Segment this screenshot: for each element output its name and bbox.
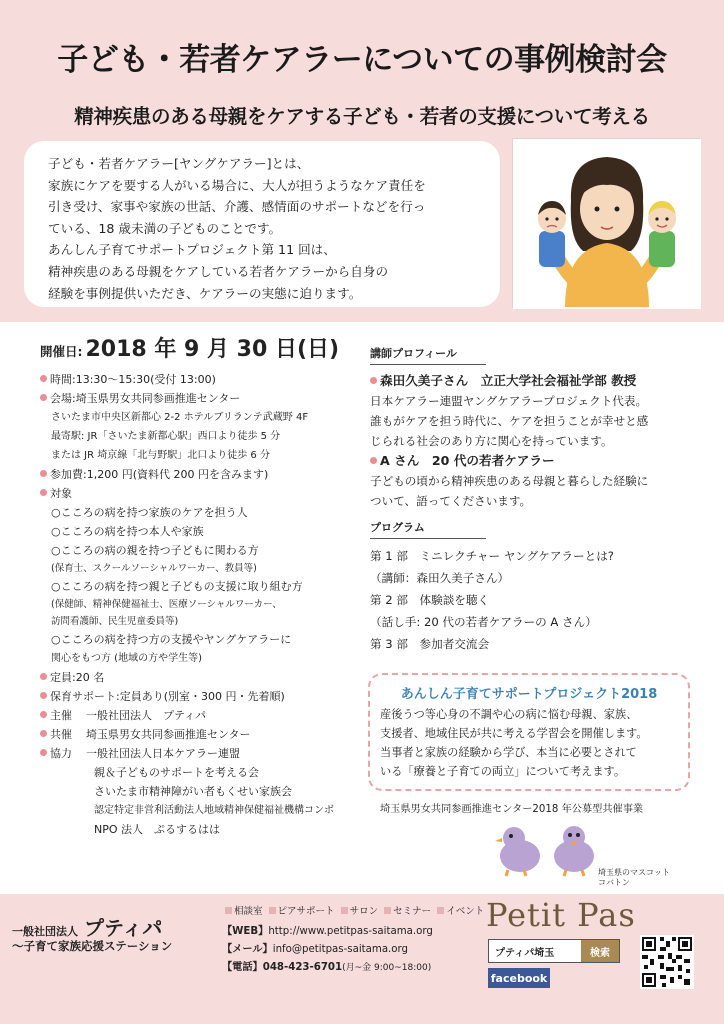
speaker1-bio: じられる社会のあり方に関心を持っています。 <box>370 434 613 448</box>
program-item: （講師：森田久美子さん） <box>370 571 510 585</box>
page-subtitle: 精神疾患のある母親をケアする子ども・若者の支援について考える <box>74 105 650 128</box>
venue-row <box>40 389 370 408</box>
childcare-row <box>40 687 370 706</box>
announcement-line: いる「療養と子育ての両立」について考えます。 <box>380 765 626 778</box>
search-button[interactable]: 検索 <box>581 940 619 962</box>
web-link[interactable]: http://www.petitpas-saitama.org <box>268 926 433 937</box>
childcare-text: 保育サポート:定員あり(別室・300 円・先着順) <box>50 690 285 703</box>
bullet-dot <box>40 673 47 680</box>
coop-label: 協力 <box>50 747 72 760</box>
bullet-dot <box>40 394 47 401</box>
cohost-text: 埼玉県男女共同参画推進センター <box>86 728 251 741</box>
bullet-dot <box>370 377 377 384</box>
service-item: サロン <box>349 906 379 917</box>
target-label: 対象 <box>50 487 72 500</box>
service-bullet <box>225 907 232 914</box>
bullet-dot <box>370 457 377 464</box>
contact-tel: 【電話】048-423-6701(月~金 9:00~18:00) <box>222 962 432 973</box>
access-2: または JR 埼京線「北与野駅」北口より徒歩 6 分 <box>51 450 270 461</box>
service-bullet <box>437 907 444 914</box>
search-text: プティパ埼玉 <box>495 947 555 959</box>
host-text: 一般社団法人 プティパ <box>86 709 207 722</box>
program-item: 第 3 部 参加者交流会 <box>370 637 490 651</box>
time-row <box>40 370 370 389</box>
target-note: 訪問看護師、民生児童委員等) <box>51 616 179 627</box>
mail-link[interactable]: info@petitpas-saitama.org <box>272 944 409 955</box>
mascot-caption-line: コバトン <box>598 878 630 887</box>
speaker2-bio: 子どもの頃から精神疾患のある母親と暮らした経験に <box>370 474 649 488</box>
contact-mail: 【メール】info@petitpas-saitama.org <box>222 944 409 955</box>
target-item: ○こころの病の親を持つ子どもに関わる方 <box>51 544 259 557</box>
announcement-line: 支援者、地域住民が共に考える学習会を開催します。 <box>380 727 648 740</box>
org-name: プティパ <box>84 916 163 940</box>
brand-logo: Petit Pas <box>486 896 636 934</box>
fee-text: 参加費:1,200 円(資料代 200 円を含みます) <box>50 468 269 481</box>
project-announcement <box>368 673 690 791</box>
date-value: 2018 年 9 月 30 日(日) <box>85 337 340 362</box>
time-text: 時間:13:30～15:30(受付 13:00) <box>50 373 216 386</box>
event-date <box>40 332 339 363</box>
host-row <box>40 706 370 725</box>
service-item: 相談室 <box>234 906 263 917</box>
service-bullet <box>269 907 276 914</box>
host-label: 主催 <box>50 709 72 722</box>
intro-line: 引き受け、家事や家族の世話、介護、感情面のサポートなどを行っ <box>48 199 426 215</box>
speakers-heading: 講師プロフィール <box>370 346 486 365</box>
service-item: セミナー <box>393 906 432 917</box>
coop-item: さいたま市精神障がい者もくせい家族会 <box>94 785 292 798</box>
service-bullet <box>341 907 348 914</box>
service-item: イベント <box>446 906 485 917</box>
cooperation-note: 埼玉県男女共同参画推進センター2018 年公募型共催事業 <box>380 804 644 815</box>
intro-line: ている、18 歳未満の子どものことです。 <box>48 220 282 236</box>
speaker2-bio: ついて、語ってくださいます。 <box>370 494 532 508</box>
speaker1-bio: 日本ケアラー連盟ヤングケアラープロジェクト代表。 <box>370 394 648 408</box>
coop-row <box>40 744 370 763</box>
speakers-section <box>370 346 700 655</box>
announcement-line: 当事者と家族の経験から学び、本当に必要とされて <box>380 746 637 759</box>
facebook-badge[interactable]: facebook <box>488 968 550 988</box>
date-label: 開催日: <box>40 344 83 359</box>
service-bullet <box>384 907 391 914</box>
mascot-kobaton-icon <box>548 822 600 878</box>
program-heading: プログラム <box>370 520 486 539</box>
speaker1-bio: 誰もがケアを担う時代に、ケアを担うことが幸せと感 <box>370 414 649 428</box>
program-item: 第 2 部 体験談を聴く <box>370 593 490 607</box>
bullet-dot <box>40 730 47 737</box>
qr-code-icon <box>640 935 694 989</box>
org-kind: 一般社団法人 <box>12 925 78 938</box>
intro-box <box>24 141 500 307</box>
bullet-dot <box>40 375 47 382</box>
mascot-caption-line: 埼玉県のマスコット <box>598 868 670 877</box>
target-note: (保育士、スクールソーシャルワーカー、教員等) <box>51 563 257 574</box>
cohost-row <box>40 725 370 744</box>
bullet-dot <box>40 692 47 699</box>
mascot-caption <box>598 868 670 888</box>
intro-line: 精神疾患のある母親をケアしている若者ケアラーから自身の <box>48 263 389 279</box>
org-tagline: ～子育て家族応援ステーション <box>12 939 173 953</box>
coop-item: 親＆子どものサポートを考える会 <box>94 766 259 779</box>
coop-item: NPO 法人 ぷるするはは <box>94 823 221 836</box>
speaker2-name: A さん 20 代の若者ケアラー <box>370 451 700 471</box>
fee-row <box>40 465 370 484</box>
target-item: ○こころの病を持つ本人や家族 <box>51 525 204 538</box>
speaker1-name: 森田久美子さん 立正大学社会福祉学部 教授 <box>370 371 700 391</box>
bullet-dot <box>40 489 47 496</box>
contact-web: 【WEB】http://www.petitpas-saitama.org <box>222 926 433 937</box>
event-details <box>40 370 370 839</box>
venue-address: さいたま市中央区新都心 2-2 ホテルブリランテ武蔵野 4F <box>51 412 309 423</box>
program-item: 第 1 部 ミニレクチャー ヤングケアラーとは? <box>370 549 614 563</box>
announcement-title: あんしん子育てサポートプロジェクト2018 <box>400 687 658 702</box>
bullet-dot <box>40 711 47 718</box>
intro-line: あんしん子育てサポートプロジェクト第 11 回は、 <box>48 242 336 258</box>
intro-line: 家族にケアを要する人がいる場合に、大人が担うようなケア責任を <box>48 177 426 193</box>
venue-text: 会場:埼玉県男女共同参画推進センター <box>50 392 241 405</box>
coop-item: 一般社団法人日本ケアラー連盟 <box>86 747 240 760</box>
announcement-line: 産後うつ等心身の不調や心の病に悩む母親、家族、 <box>380 708 638 721</box>
intro-line: 子ども・若者ケアラー[ヤングケアラー]とは、 <box>48 156 310 171</box>
access-1: 最寄駅: JR「さいたま新都心駅」西口より徒歩 5 分 <box>51 431 281 442</box>
search-banner[interactable] <box>488 939 620 963</box>
bullet-dot <box>40 470 47 477</box>
target-item: ○こころの病を持つ方の支援やヤングケアラーに <box>51 633 292 646</box>
illustration-girl-with-puppets <box>512 138 700 308</box>
tel-hours: (月~金 9:00~18:00) <box>342 963 432 973</box>
target-row <box>40 484 370 503</box>
bullet-dot <box>40 749 47 756</box>
service-list <box>222 903 484 917</box>
page-title: 子ども・若者ケアラーについての事例検討会 <box>57 42 667 78</box>
target-note: 関心をもつ方 (地域の方や学生等) <box>51 653 202 664</box>
mascot-kobaton-icon <box>494 822 546 878</box>
program-section <box>370 520 700 655</box>
program-item: （話し手: 20 代の若者ケアラーの A さん） <box>370 615 597 629</box>
footer-org <box>12 912 162 941</box>
capacity-text: 定員:20 名 <box>50 671 105 684</box>
target-note: (保健師、精神保健福祉士、医療ソーシャルワーカー、 <box>51 599 282 610</box>
coop-item: 認定特定非営利活動法人地域精神保健福祉機構コンボ <box>94 805 334 816</box>
cohost-label: 共催 <box>50 728 72 741</box>
tel-number: 048-423-6701 <box>262 962 343 973</box>
target-item: ○こころの病を持つ家族のケアを担う人 <box>51 506 248 519</box>
target-item: ○こころの病を持つ親と子どもの支援に取り組む方 <box>51 580 303 593</box>
intro-line: 経験を事例提供いただき、ケアラーの実態に迫ります。 <box>48 285 362 301</box>
service-item: ピアサポート <box>277 906 335 917</box>
capacity-row <box>40 668 370 687</box>
